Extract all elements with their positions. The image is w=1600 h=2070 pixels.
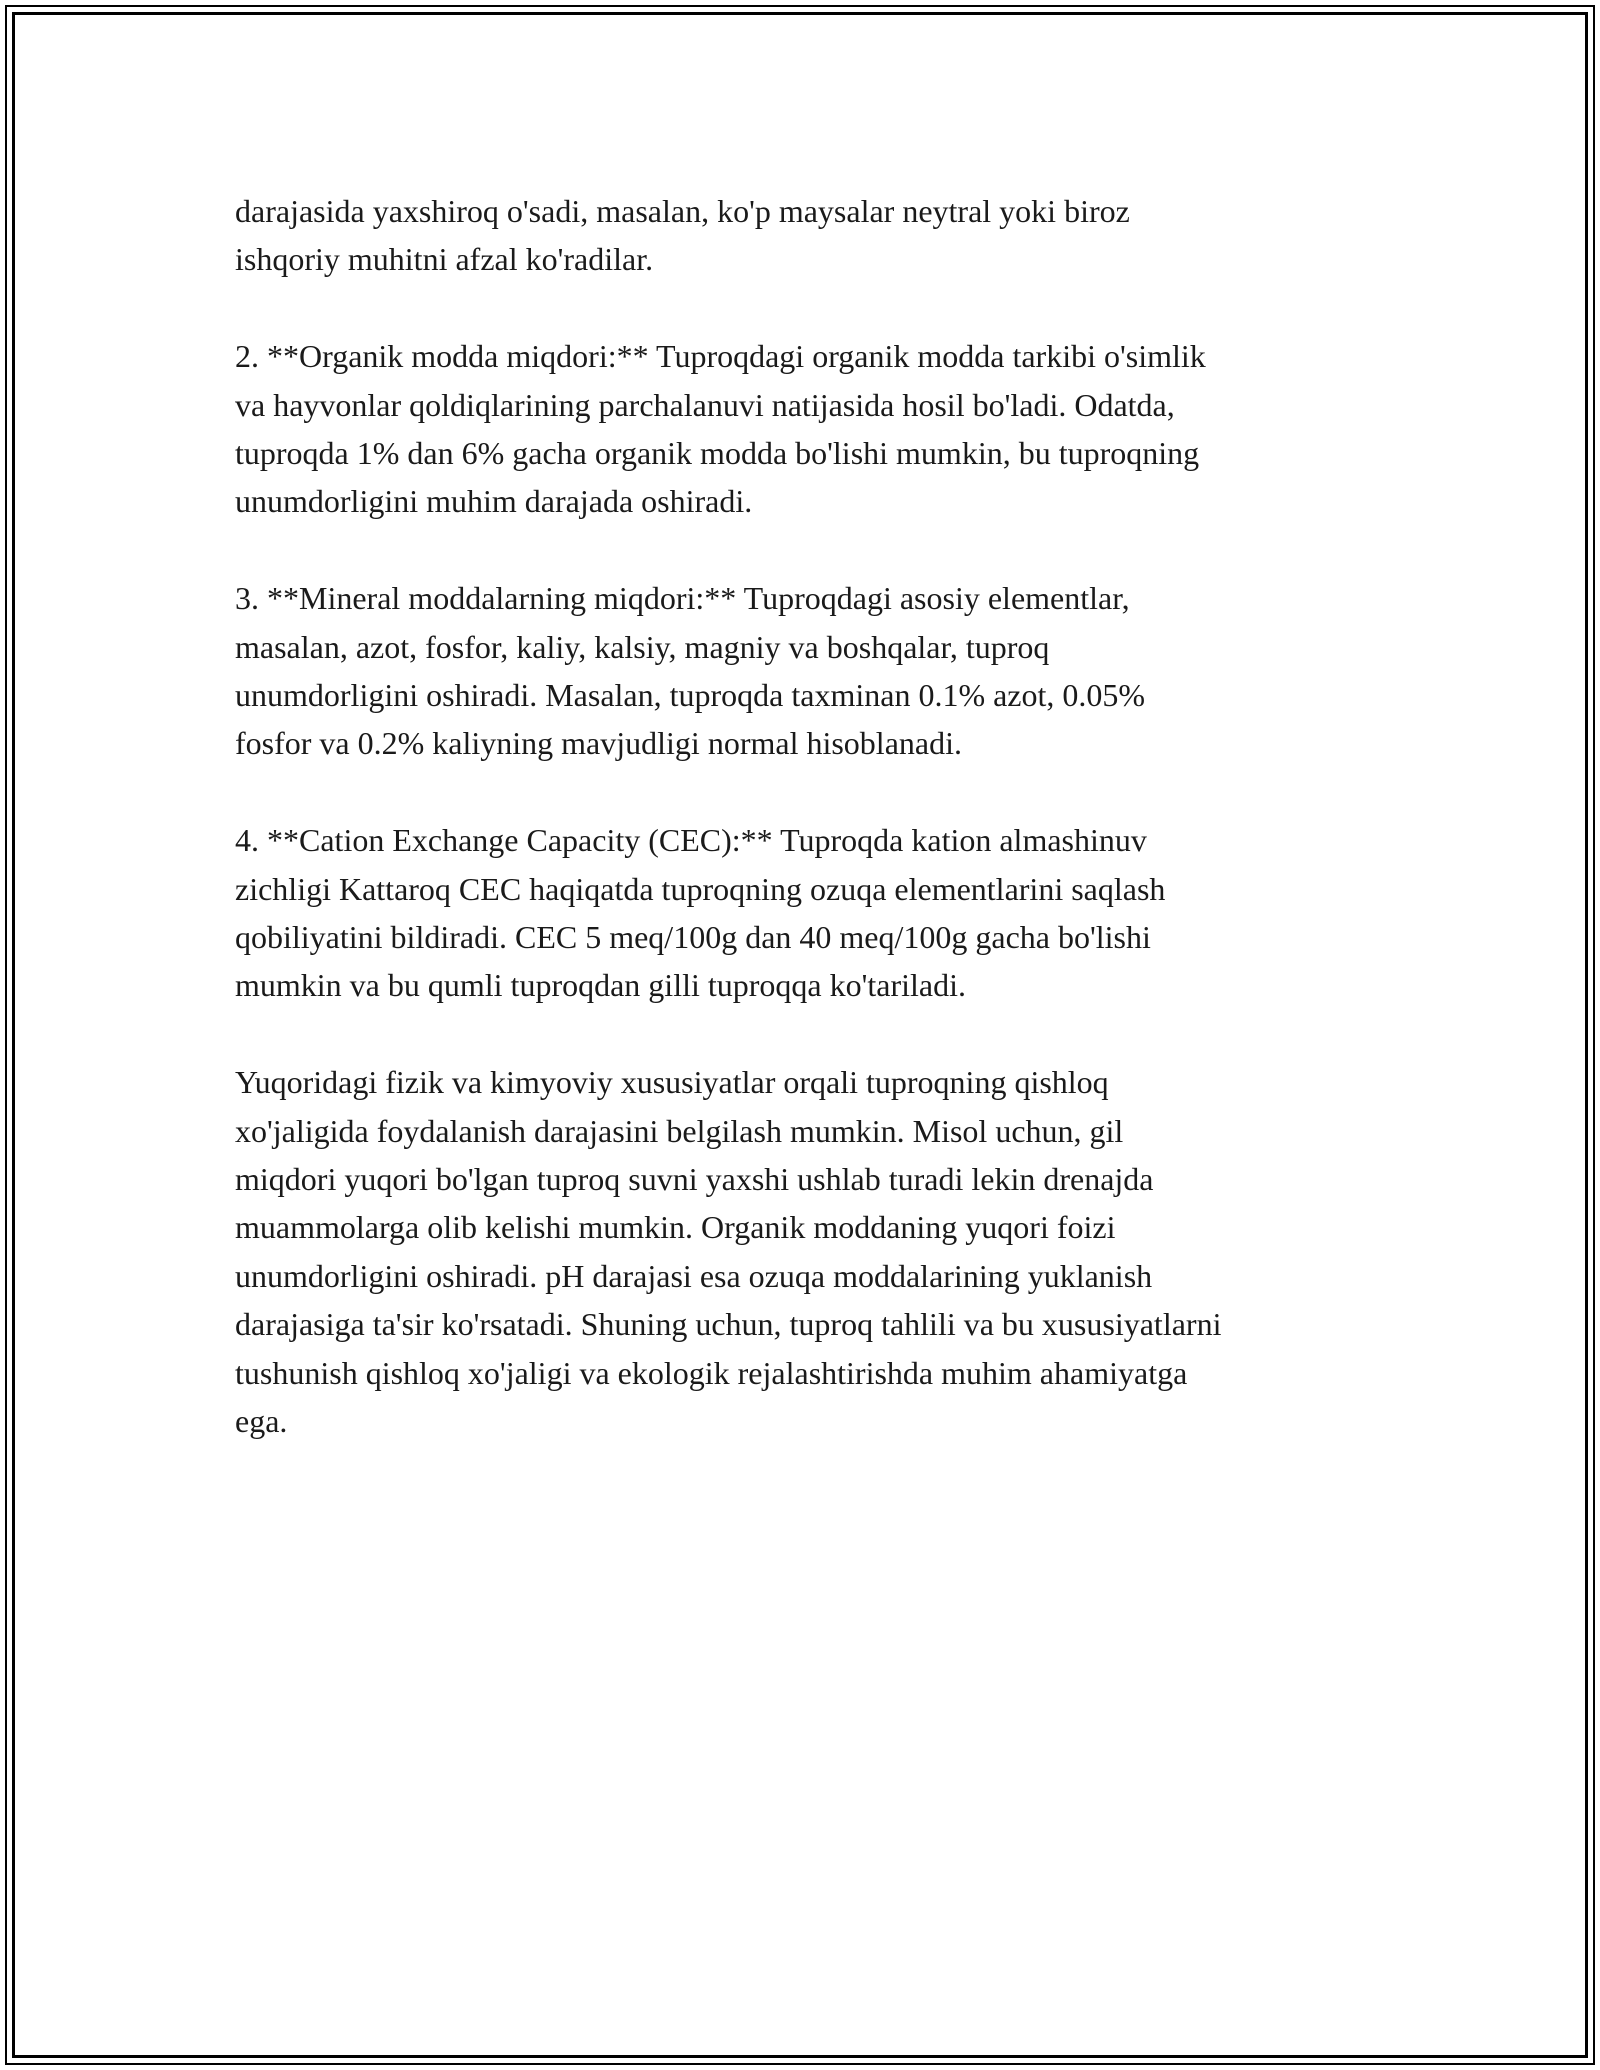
paragraph-conclusion: Yuqoridagi fizik va kimyoviy xususiyatlar orqali tuproqning qishloq xo'jaligida foydalanish darajasini belgilash mumkin. Misol uchun, gil miqdori yuqori bo'lgan tuproq suvni yaxshi ushlab turadi lekin drenajda muammolarga olib kelishi mumkin. Organik moddaning yuqori foizi unumdorligini oshiradi. pH darajasi esa ozuqa moddalarining yuklanish darajasiga ta'sir ko'rsatadi. Shuning uchun, tuproq tahlili va bu xususiyatlarni tushunish qishloq xo'jaligi va ekologik rejalashtirishda muhim ahamiyatga ega. xyxy=(235,1064,1222,1440)
document-body xyxy=(235,187,1375,1494)
paragraph-cec: 4. **Cation Exchange Capacity (CEC):** Tuproqda kation almashinuv zichligi Kattaroq CEC haqiqatda tuproqning ozuqa elementlarini saqlash qobiliyatini bildiradi. CEC 5 meq/100g dan 40 meq/100g gacha bo'lishi mumkin va bu qumli tuproqdan gilli tuproqqa ko'tariladi. xyxy=(235,822,1166,1004)
paragraph-mineral-content: 3. **Mineral moddalarning miqdori:** Tuproqdagi asosiy elementlar, masalan, azot, fosfor, kaliy, kalsiy, magniy va boshqalar, tuproq unumdorligini oshiradi. Masalan, tuproqda taxminan 0.1% azot, 0.05% fosfor va 0.2% kaliyning mavjudligi normal hisoblanadi. xyxy=(235,580,1146,762)
paragraph-organic-matter: 2. **Organik modda miqdori:** Tuproqdagi organik modda tarkibi o'simlik va hayvonlar qoldiqlarining parchalanuvi natijasida hosil bo'ladi. Odatda, tuproqda 1% dan 6% gacha organik modda bo'lishi mumkin, bu tuproqning unumdorligini muhim darajada oshiradi. xyxy=(235,338,1206,520)
paragraph-ph-continuation: darajasida yaxshiroq o'sadi, masalan, ko'p maysalar neytral yoki biroz ishqoriy muhitni afzal ko'radilar. xyxy=(235,193,1130,278)
